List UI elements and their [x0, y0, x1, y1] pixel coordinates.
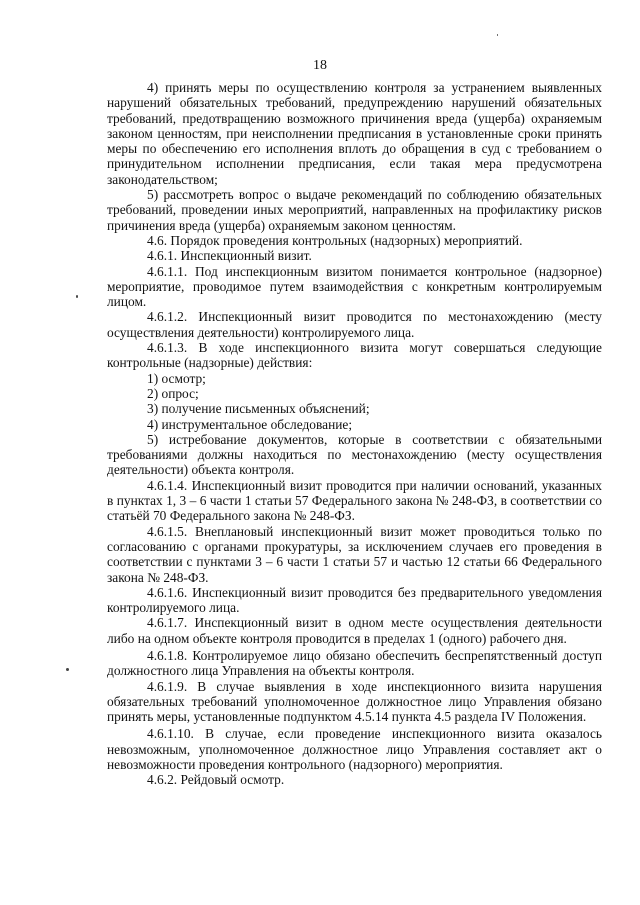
list-item-written-explanations: 3) получение письменных объяснений;: [147, 401, 370, 417]
scan-speck: [66, 668, 69, 671]
paragraph-4-6-1-10: 4.6.1.10. В случае, если проведение инспекционного визита оказалось невозможным, уполномоченное должностное лицо Управления составляет акт о невозможности проведения контрольного (надзорного) мероприятия.: [107, 726, 602, 773]
paragraph-4-6-2: 4.6.2. Рейдовый осмотр.: [147, 772, 285, 788]
list-item-document-request: 5) истребование документов, которые в соответствии с обязательными требованиями должны находиться по местонахождению (месту осуществления деятельности) объекта контроля.: [107, 431, 602, 478]
paragraph-4-6-1-9: 4.6.1.9. В случае выявления в ходе инспекционного визита нарушения обязательных требований уполномоченное должностное лицо Управления обязано принять меры, установленные подпунктом 4.5.14 пункта 4.5 раздела IV Положения.: [107, 678, 602, 725]
paragraph-4-6-1-6: 4.6.1.6. Инспекционный визит проводится без предварительного уведомления контролируемого лица.: [107, 584, 602, 616]
scan-speck: [497, 34, 498, 36]
paragraph-item-4: 4) принять меры по осуществлению контроля за устранением выявленных нарушений обязательных требований, предупреждению нарушений обязательных требований, предотвращению возможного причинения вреда (ущерба) охраняемым законом ценностям, при неисполнении предписания в установленные сроки принять меры по обеспечению его исполнения вплоть до обращения в суд с требованием о принудительном исполнении предписания, если такая мера предусмотрена законодательством;: [107, 80, 602, 187]
paragraph-4-6-1-1: 4.6.1.1. Под инспекционным визитом понимается контрольное (надзорное) мероприятие, проводимое путем взаимодействия с конкретным контролируемым лицом.: [107, 263, 602, 310]
list-item-instrumental-examination: 4) инструментальное обследование;: [147, 416, 353, 432]
paragraph-4-6-1: 4.6.1. Инспекционный визит.: [147, 248, 312, 264]
paragraph-item-5: 5) рассмотреть вопрос о выдаче рекомендаций по соблюдению обязательных требований, проведении иных мероприятий, направленных на профилактику рисков причинения вреда (ущерба) охраняемым законом ценностям.: [107, 187, 602, 233]
paragraph-4-6-1-5: 4.6.1.5. Внеплановый инспекционный визит может проводиться только по согласованию с органами прокуратуры, за исключением случаев его проведения в соответствии с пунктами 3 – 6 части 1 статьи 57 и частью 12 статьи 66 Федерального закона № 248-ФЗ.: [107, 523, 602, 585]
list-item-inspection: 1) осмотр;: [147, 370, 206, 386]
scan-speck: [76, 295, 78, 298]
paragraph-4-6-1-8: 4.6.1.8. Контролируемое лицо обязано обеспечить беспрепятственный доступ должностного лица Управления на объекты контроля.: [107, 647, 602, 679]
paragraph-4-6: 4.6. Порядок проведения контрольных (надзорных) мероприятий.: [147, 232, 523, 248]
list-item-survey: 2) опрос;: [147, 385, 199, 401]
document-body: [107, 80, 602, 788]
paragraph-4-6-1-2: 4.6.1.2. Инспекционный визит проводится по местонахождению (месту осуществления деятельности) контролируемого лица.: [107, 309, 602, 340]
paragraph-4-6-1-3: 4.6.1.3. В ходе инспекционного визита могут совершаться следующие контрольные (надзорные) действия:: [107, 340, 602, 371]
paragraph-4-6-1-7: 4.6.1.7. Инспекционный визит в одном месте осуществления деятельности либо на одном объекте контроля проводится в пределах 1 (одного) рабочего дня.: [107, 615, 602, 646]
page-number: 18: [313, 58, 327, 73]
paragraph-4-6-1-4: 4.6.1.4. Инспекционный визит проводится при наличии оснований, указанных в пунктах 1, 3 – 6 части 1 статьи 57 Федерального закона № 248-ФЗ, в соответствии со статьёй 70 Федерального закона № 248-ФЗ.: [107, 477, 602, 524]
